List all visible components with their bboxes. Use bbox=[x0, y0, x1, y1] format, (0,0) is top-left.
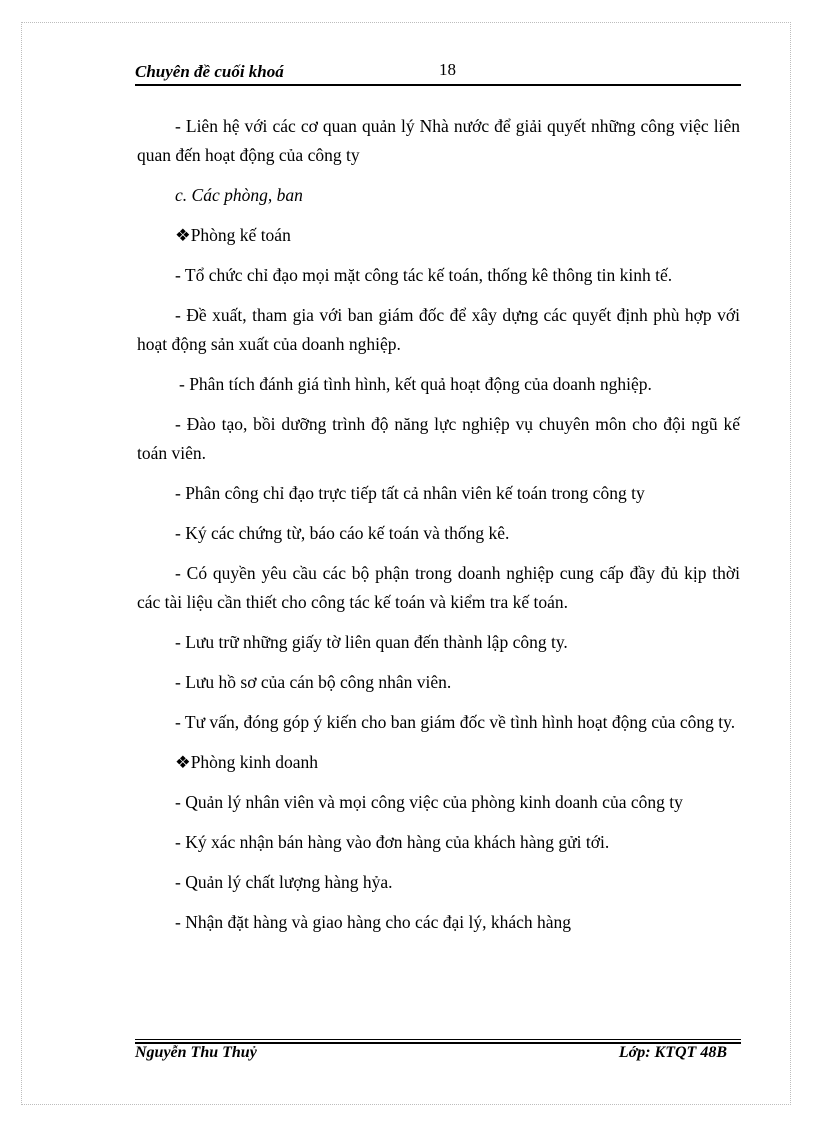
subsection-heading: ❖Phòng kinh doanh bbox=[175, 752, 319, 772]
header-title: Chuyên đề cuối khoá bbox=[135, 62, 284, 81]
header-rule bbox=[135, 84, 741, 86]
footer-rule bbox=[135, 1039, 741, 1040]
paragraph: - Lưu trữ những giấy tờ liên quan đến thành lập công ty. bbox=[175, 632, 568, 652]
paragraph: - Đề xuất, tham gia với ban giám đốc để xây dựng các quyết định phù hợp với hoạt động sản xuất của doanh nghiệp. bbox=[137, 305, 740, 354]
paragraph: - Phân tích đánh giá tình hình, kết quả hoạt động của doanh nghiệp. bbox=[179, 374, 652, 394]
page-number: 18 bbox=[439, 60, 456, 79]
paragraph: - Quản lý chất lượng hàng hỷa. bbox=[175, 872, 393, 892]
paragraph: - Nhận đặt hàng và giao hàng cho các đại lý, khách hàng bbox=[175, 912, 572, 932]
paragraph: - Phân công chỉ đạo trực tiếp tất cả nhân viên kế toán trong công ty bbox=[175, 483, 645, 503]
paragraph: - Ký các chứng từ, báo cáo kế toán và thống kê. bbox=[175, 523, 510, 543]
page-header bbox=[135, 58, 741, 86]
paragraph: - Tổ chức chỉ đạo mọi mặt công tác kế toán, thống kê thông tin kinh tế. bbox=[175, 265, 673, 285]
paragraph: - Liên hệ với các cơ quan quản lý Nhà nước để giải quyết những công việc liên quan đến hoạt động của công ty bbox=[137, 116, 740, 165]
paragraph: - Ký xác nhận bán hàng vào đơn hàng của khách hàng gửi tới. bbox=[175, 832, 610, 852]
paragraph: - Quản lý nhân viên và mọi công việc của phòng kinh doanh của công ty bbox=[175, 792, 683, 812]
paragraph: - Lưu hồ sơ của cán bộ công nhân viên. bbox=[175, 672, 452, 692]
footer-author: Nguyễn Thu Thuỷ bbox=[135, 1044, 257, 1061]
paragraph: - Có quyền yêu cầu các bộ phận trong doanh nghiệp cung cấp đầy đủ kịp thời các tài liệu cần thiết cho công tác kế toán và kiểm tra kế toán. bbox=[137, 563, 740, 612]
section-heading: c. Các phòng, ban bbox=[175, 185, 303, 205]
paragraph: - Đào tạo, bồi dưỡng trình độ năng lực nghiệp vụ chuyên môn cho đội ngũ kế toán viên. bbox=[137, 414, 740, 463]
subsection-heading: ❖Phòng kế toán bbox=[175, 225, 291, 245]
document-body bbox=[137, 112, 740, 948]
footer-class: Lớp: KTQT 48B bbox=[618, 1044, 727, 1061]
paragraph: - Tư vấn, đóng góp ý kiến cho ban giám đốc về tình hình hoạt động của công ty. bbox=[175, 712, 736, 732]
